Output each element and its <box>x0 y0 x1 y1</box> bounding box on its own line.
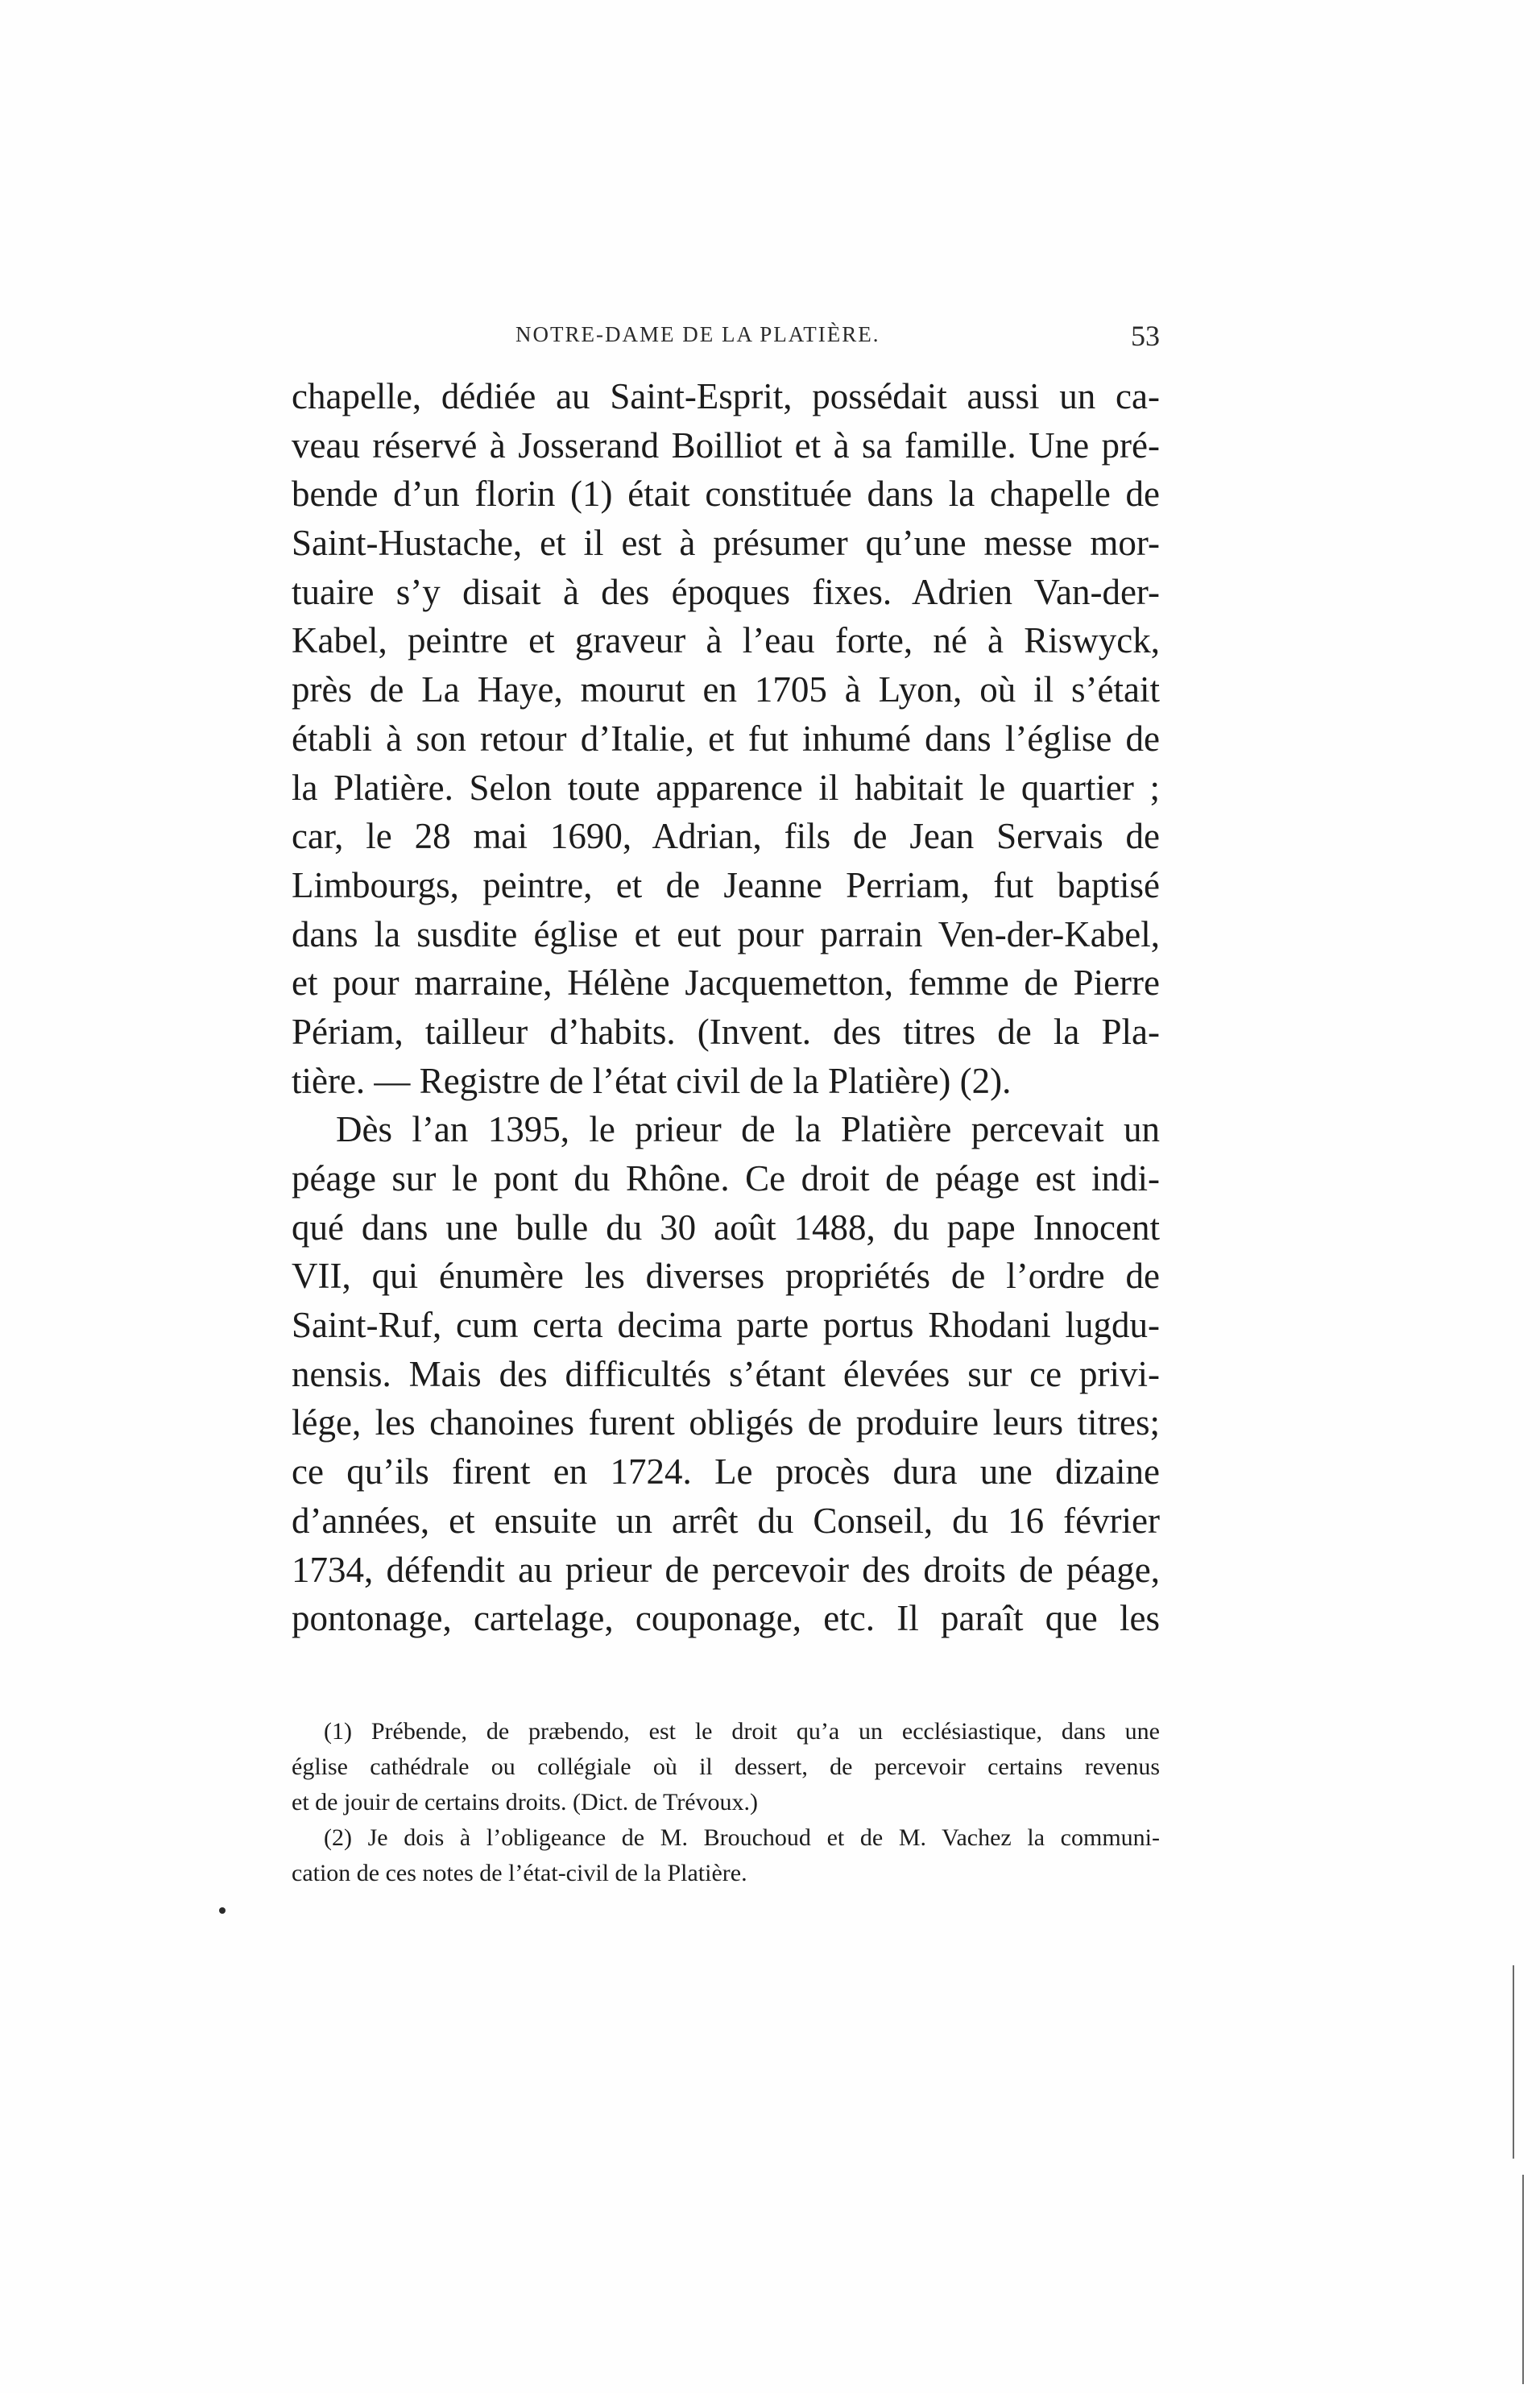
text-line: la Platière. Selon toute apparence il habitait le quartier ; <box>292 767 1160 808</box>
text-line: et pour marraine, Hélène Jacquemetton, femme de Pierre <box>292 963 1160 1004</box>
scan-edge-mark <box>1522 2175 1524 2384</box>
text-line: 1734, défendit au prieur de percevoir des droits de péage, <box>292 1549 1160 1590</box>
text-line: VII, qui énumère les diverses propriétés de l’ordre de <box>292 1256 1160 1297</box>
text-line: nensis. Mais des difficultés s’étant élevées sur ce privi- <box>292 1353 1160 1394</box>
text-line: tuaire s’y disait à des époques fixes. Adrien Van-der- <box>292 571 1160 612</box>
text-line: établi à son retour d’Italie, et fut inhumé dans l’église de <box>292 718 1160 759</box>
text-line: qué dans une bulle du 30 août 1488, du pape Innocent <box>292 1207 1160 1248</box>
running-title: NOTRE-DAME DE LA PLATIÈRE. <box>515 322 880 346</box>
text-line: Périam, tailleur d’habits. (Invent. des titres de la Pla- <box>292 1011 1160 1052</box>
text-line: Kabel, peintre et graveur à l’eau forte, né à Riswyck, <box>292 620 1160 661</box>
text-line: Saint-Hustache, et il est à présumer qu’une messe mor- <box>292 523 1160 564</box>
running-head <box>290 322 1160 362</box>
footnotes <box>292 1714 1160 1891</box>
main-text <box>292 372 1160 1643</box>
text-line: dans la susdite église et eut pour parrain Ven-der-Kabel, <box>292 913 1160 954</box>
text-line: d’années, et ensuite un arrêt du Conseil, du 16 février <box>292 1500 1160 1541</box>
scan-edge-mark <box>1513 1965 1514 2159</box>
text-line: Dès l’an 1395, le prieur de la Platière percevait un <box>336 1109 1160 1150</box>
text-line: ce qu’ils firent en 1724. Le procès dura une dizaine <box>292 1451 1160 1493</box>
text-line: car, le 28 mai 1690, Adrian, fils de Jean Servais de <box>292 816 1160 857</box>
footnote-line: église cathédrale ou collégiale où il dessert, de percevoir certains revenus <box>292 1753 1160 1780</box>
text-line: près de La Haye, mourut en 1705 à Lyon, où il s’était <box>292 669 1160 710</box>
footnote-line: (1) Prébende, de præbendo, est le droit qu’a un ecclésiastique, dans une <box>324 1718 1160 1745</box>
text-line: bende d’un florin (1) était constituée dans la chapelle de <box>292 474 1160 515</box>
page-number: 53 <box>1131 320 1160 352</box>
text-line: péage sur le pont du Rhône. Ce droit de péage est indi- <box>292 1158 1160 1199</box>
footnote-line: (2) Je dois à l’obligeance de M. Brouchoud et de M. Vachez la communi- <box>324 1824 1160 1851</box>
text-line: Limbourgs, peintre, et de Jeanne Perriam, fut baptisé <box>292 864 1160 905</box>
text-line: Saint-Ruf, cum certa decima parte portus Rhodani lugdu- <box>292 1305 1160 1346</box>
text-line: veau réservé à Josserand Boilliot et à sa famille. Une pré- <box>292 424 1160 466</box>
text-line: tière. — Registre de l’état civil de la Platière) (2). <box>292 1060 1012 1101</box>
text-line: pontonage, cartelage, couponage, etc. Il paraît que les <box>292 1598 1160 1639</box>
ink-speck <box>219 1907 226 1914</box>
footnote-line: et de jouir de certains droits. (Dict. de Trévoux.) <box>292 1789 759 1815</box>
text-line: lége, les chanoines furent obligés de produire leurs titres; <box>292 1402 1160 1443</box>
footnote-line: cation de ces notes de l’état-civil de la Platière. <box>292 1860 747 1886</box>
text-line: chapelle, dédiée au Saint-Esprit, possédait aussi un ca- <box>292 376 1160 416</box>
